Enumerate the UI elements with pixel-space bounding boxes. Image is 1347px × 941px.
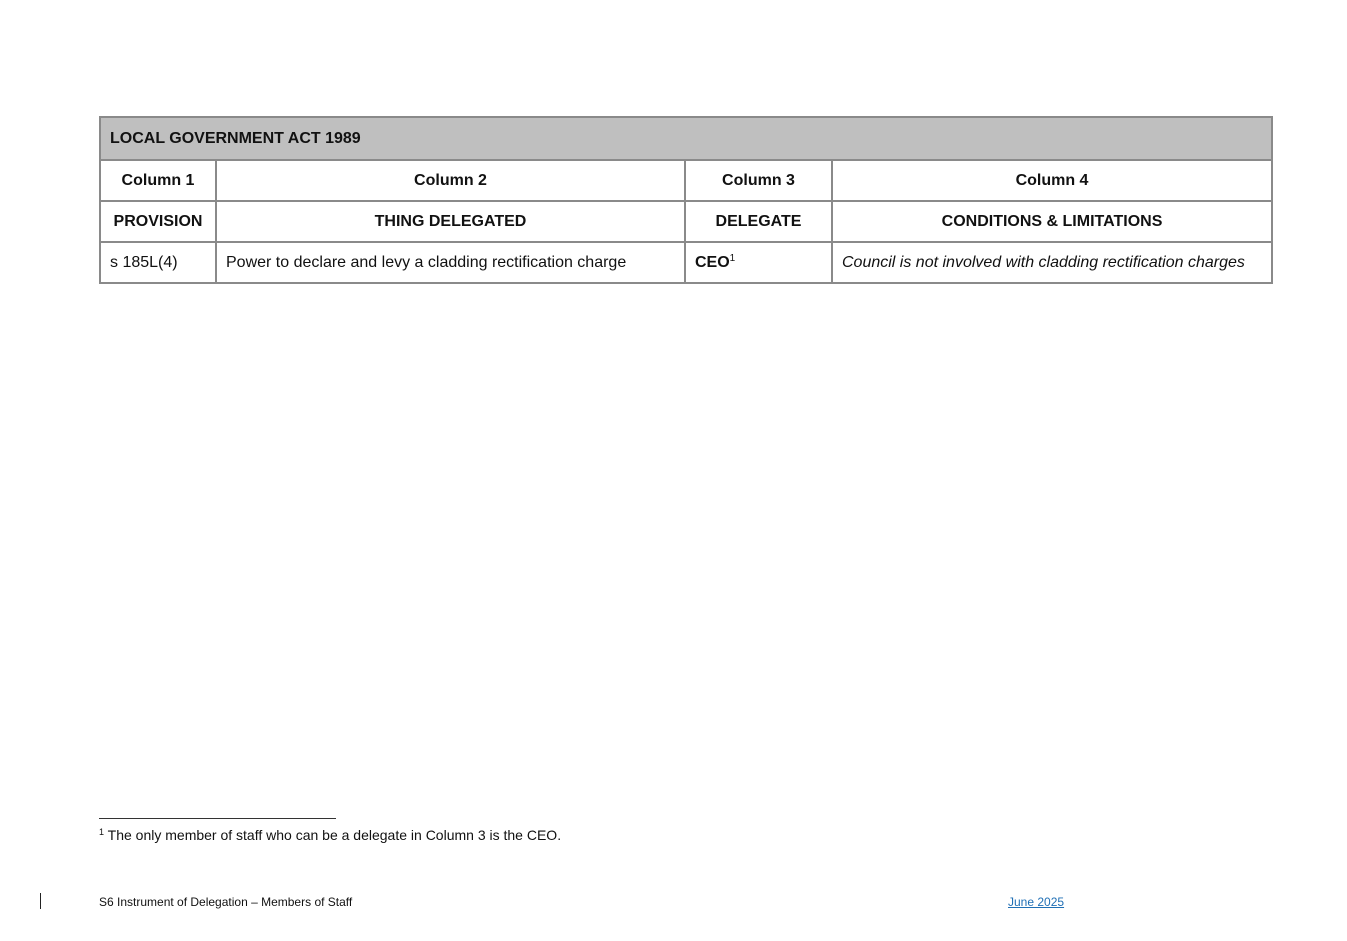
table-row xyxy=(100,242,1272,283)
delegation-table xyxy=(99,116,1273,284)
table-title-row xyxy=(100,117,1272,160)
column-header-row xyxy=(100,201,1272,242)
column-2-label: Column 2 xyxy=(216,160,685,201)
footer-document-title: S6 Instrument of Delegation – Members of Staff xyxy=(99,895,353,909)
footnote-marker: 1 xyxy=(99,827,105,837)
cell-delegate xyxy=(685,242,832,283)
footnote-reference[interactable]: 1 xyxy=(729,252,736,264)
footer-date-link[interactable]: June 2025 xyxy=(1008,895,1065,909)
footnote xyxy=(99,826,561,844)
delegate-value: CEO xyxy=(695,253,730,271)
revision-bar xyxy=(40,893,41,909)
header-provision: PROVISION xyxy=(100,201,216,242)
cell-provision: s 185L(4) xyxy=(100,242,216,283)
act-title: LOCAL GOVERNMENT ACT 1989 xyxy=(100,117,1272,160)
cell-thing-delegated: Power to declare and levy a cladding rectification charge xyxy=(216,242,685,283)
footnote-text: The only member of staff who can be a delegate in Column 3 is the CEO. xyxy=(107,827,562,843)
column-1-label: Column 1 xyxy=(100,160,216,201)
cell-conditions: Council is not involved with cladding rectification charges xyxy=(832,242,1272,283)
header-thing-delegated: THING DELEGATED xyxy=(216,201,685,242)
column-3-label: Column 3 xyxy=(685,160,832,201)
footnote-separator xyxy=(99,818,336,819)
column-number-row xyxy=(100,160,1272,201)
header-conditions: CONDITIONS & LIMITATIONS xyxy=(832,201,1272,242)
header-delegate: DELEGATE xyxy=(685,201,832,242)
column-4-label: Column 4 xyxy=(832,160,1272,201)
